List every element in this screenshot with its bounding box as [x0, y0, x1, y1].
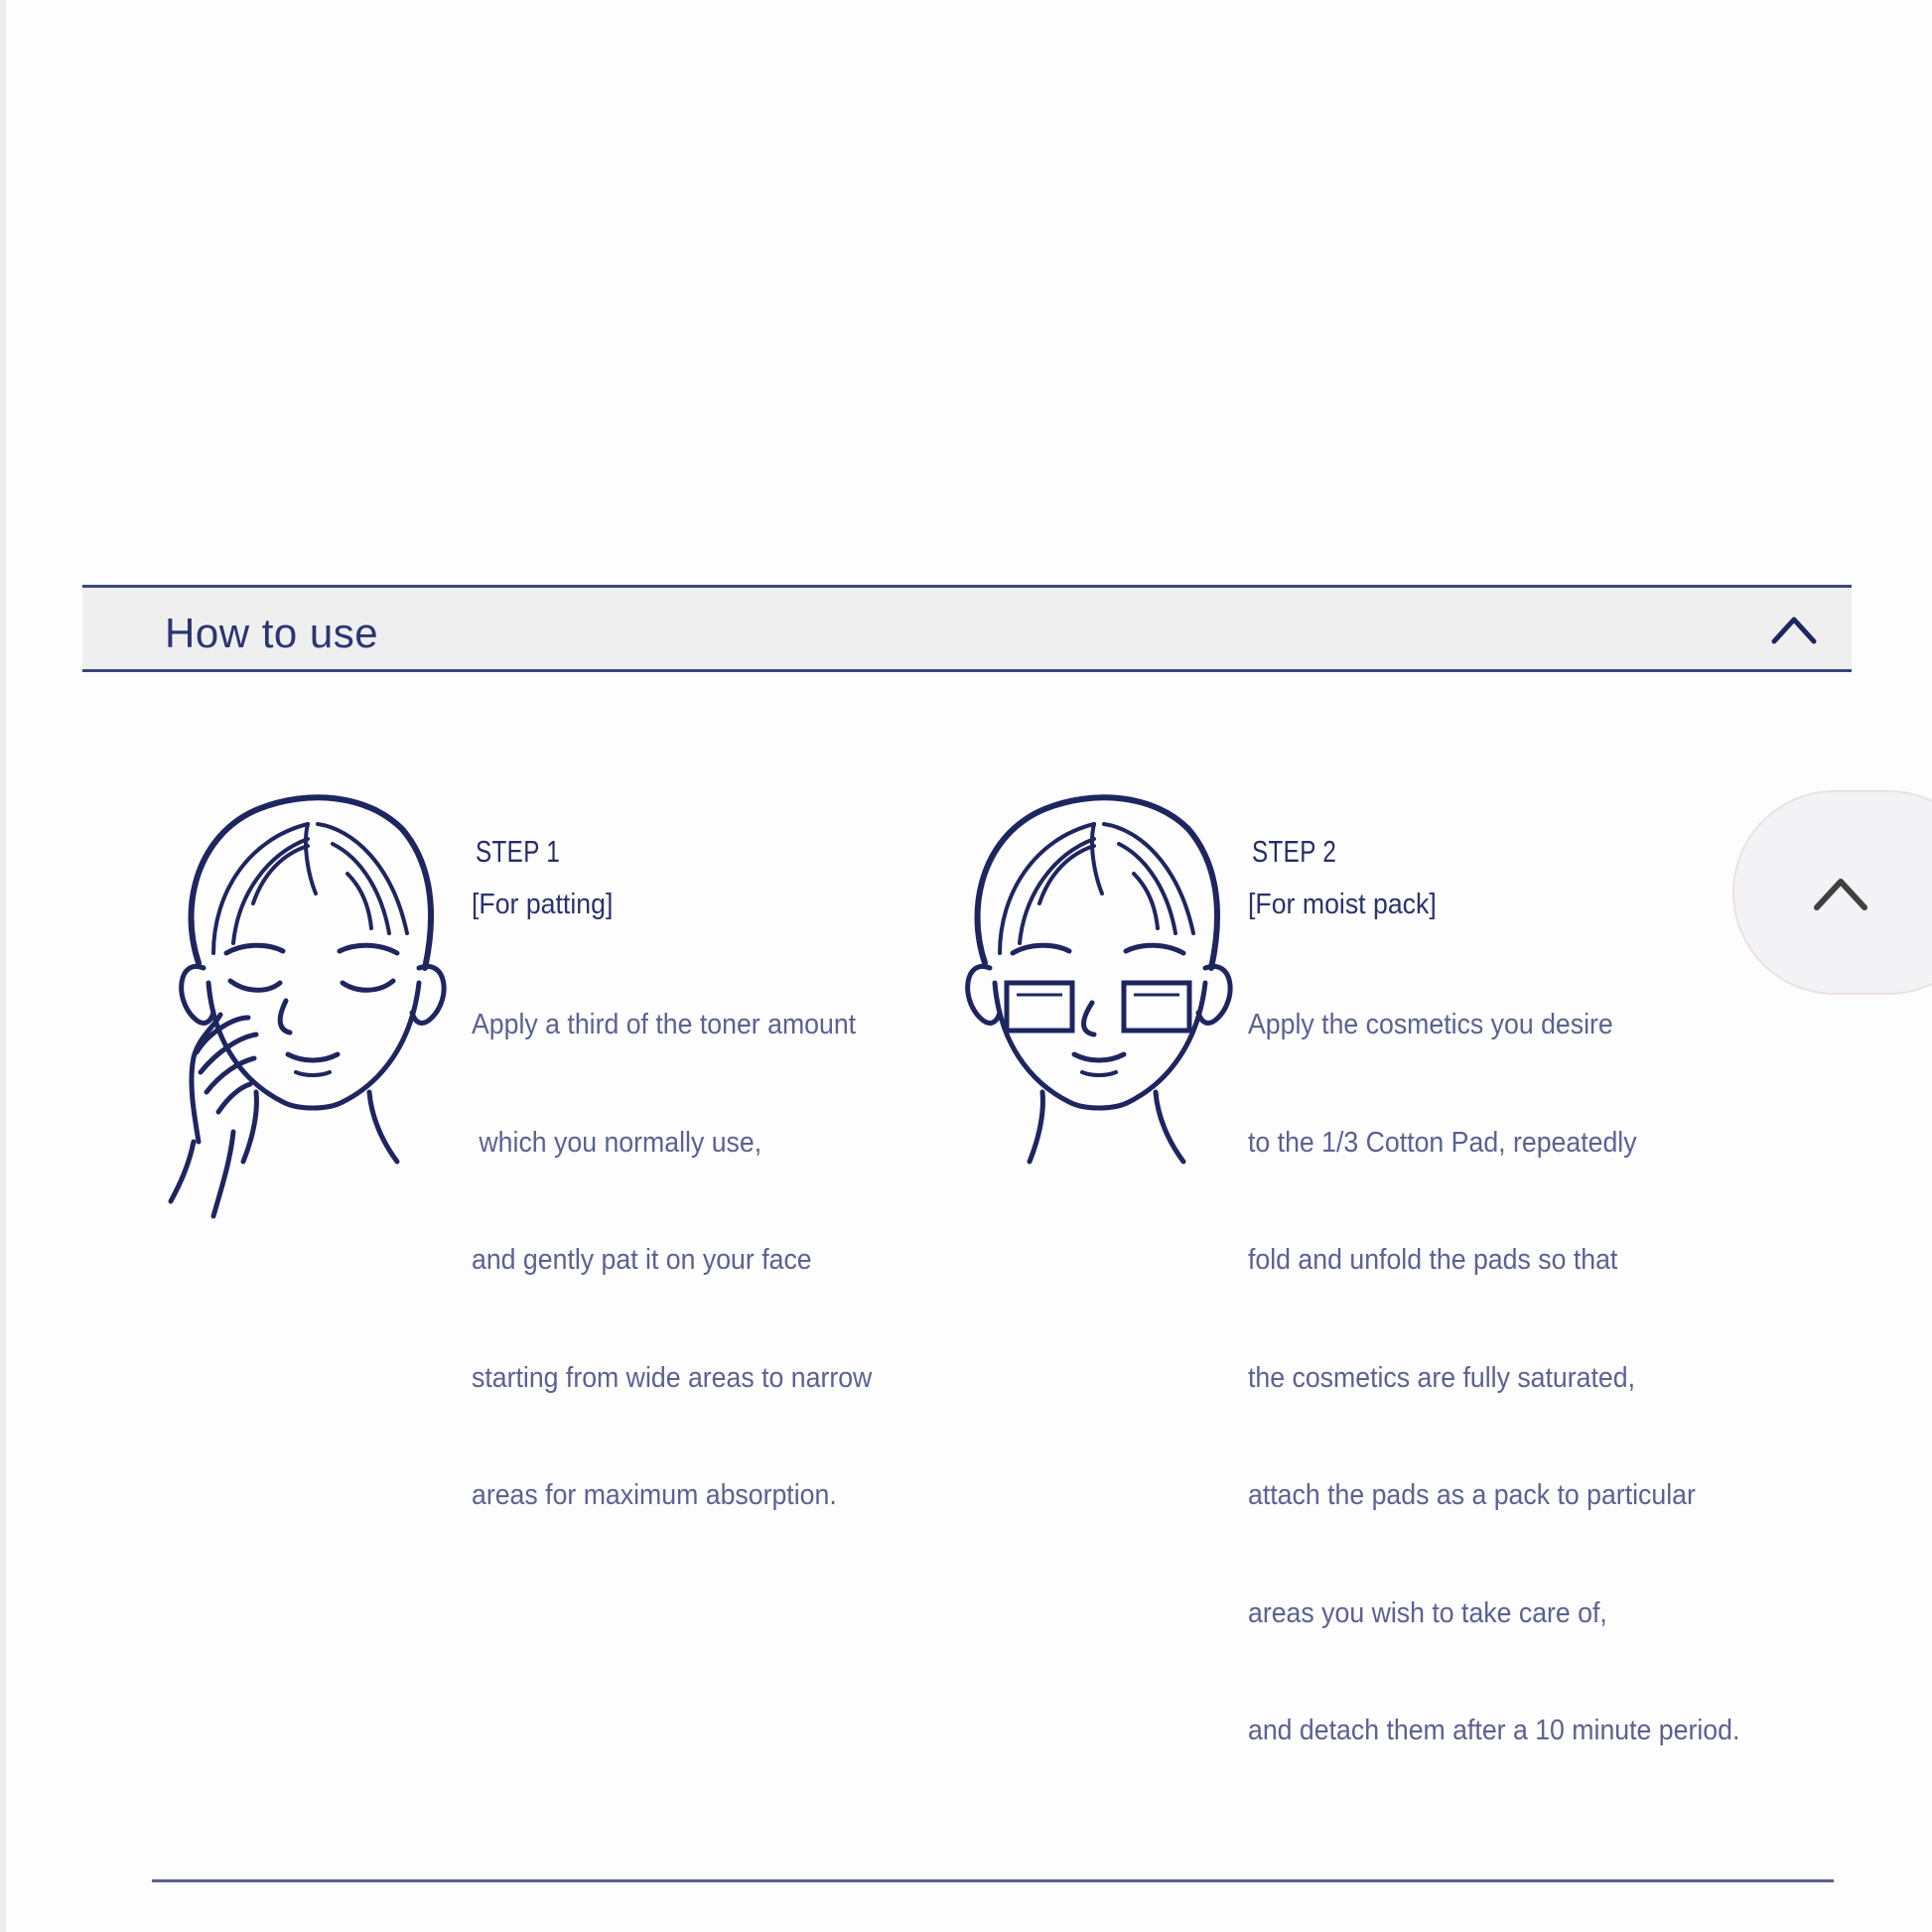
step-1-title: STEP 1: [476, 834, 561, 869]
instruction-line: Apply the cosmetics you desire: [1248, 1009, 1613, 1040]
instruction-line: fold and unfold the pads so that: [1248, 1244, 1618, 1276]
bottom-divider: [152, 1879, 1834, 1882]
face-patting-icon: [159, 784, 457, 1221]
step-1-subtitle: [For patting]: [472, 889, 614, 920]
step-2-instructions: [1248, 927, 1739, 1830]
instruction-line: Apply a third of the toner amount: [472, 1009, 857, 1040]
instruction-line: starting from wide areas to narrow: [472, 1361, 873, 1394]
section-title: How to use: [165, 610, 379, 656]
chevron-up-icon[interactable]: [1770, 608, 1818, 651]
instruction-line: areas you wish to take care of,: [1248, 1596, 1607, 1629]
step-2-title: STEP 2: [1252, 834, 1337, 869]
chevron-up-icon: [1812, 874, 1869, 913]
instruction-line: to the 1/3 Cotton Pad, repeatedly: [1248, 1126, 1637, 1159]
how-to-use-accordion-header[interactable]: [82, 585, 1852, 672]
step-1-instructions: [472, 927, 872, 1594]
scroll-to-top-button[interactable]: [1732, 790, 1932, 995]
instruction-line: areas for maximum absorption.: [472, 1479, 837, 1511]
instruction-line: which you normally use,: [472, 1126, 762, 1159]
instruction-line: the cosmetics are fully saturated,: [1248, 1361, 1636, 1394]
instruction-line: and gently pat it on your face: [472, 1244, 812, 1276]
instruction-line: attach the pads as a pack to particular: [1248, 1479, 1696, 1511]
face-eye-pads-icon: [945, 784, 1243, 1181]
instruction-line: and detach them after a 10 minute period.: [1248, 1715, 1740, 1746]
left-edge: [0, 0, 6, 1932]
step-2-subtitle: [For moist pack]: [1248, 889, 1437, 920]
